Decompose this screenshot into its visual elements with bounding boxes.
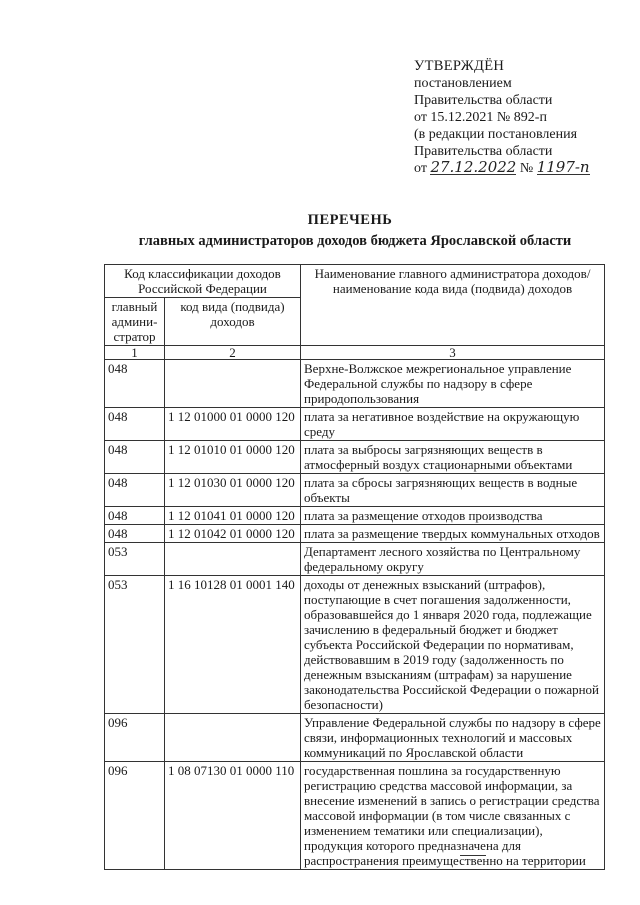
revenue-code-cell — [165, 714, 301, 762]
handwritten-number: 1197-п — [536, 158, 590, 176]
document-subtitle: главных администраторов доходов бюджета Ярославской области — [138, 233, 572, 249]
approval-line: постановлением — [414, 76, 512, 91]
number-sign: № — [519, 161, 534, 176]
table-row — [105, 474, 605, 507]
column-number-row — [105, 346, 605, 360]
revenue-code-cell: 1 12 01010 01 0000 120 — [165, 441, 301, 474]
revenue-code-cell — [165, 360, 301, 408]
admin-code-cell: 096 — [105, 714, 165, 762]
table-row — [105, 525, 605, 543]
table-row — [105, 408, 605, 441]
admin-code-cell: 048 — [105, 525, 165, 543]
header-kind: код вида (подвида) доходов — [165, 298, 301, 346]
revenue-code-cell: 1 12 01042 01 0000 120 — [165, 525, 301, 543]
revenue-name-cell: плата за размещение отходов производства — [301, 507, 605, 525]
revenue-name-cell: плата за размещение твердых коммунальных отходов — [301, 525, 605, 543]
revenue-administrators-table — [104, 264, 605, 870]
revenue-code-cell: 1 12 01000 01 0000 120 — [165, 408, 301, 441]
table-row — [105, 507, 605, 525]
header-admin: главный админи-стратор — [105, 298, 165, 346]
document-title: ПЕРЕЧЕНЬ — [307, 212, 393, 228]
table-row — [105, 762, 605, 870]
revenue-name-cell: плата за выбросы загрязняющих веществ в атмосферный воздух стационарными объектами — [301, 441, 605, 474]
revenue-code-cell: 1 08 07130 01 0000 110 — [165, 762, 301, 870]
amendment-date-line — [414, 160, 629, 177]
admin-code-cell: 048 — [105, 474, 165, 507]
table-row — [105, 360, 605, 408]
approval-heading: УТВЕРЖДЁН — [414, 58, 505, 74]
revenue-code-cell: 1 12 01041 01 0000 120 — [165, 507, 301, 525]
admin-code-cell: 053 — [105, 576, 165, 714]
column-number: 2 — [165, 346, 301, 360]
table-row — [105, 576, 605, 714]
admin-code-cell: 048 — [105, 441, 165, 474]
approval-line: Правительства области — [414, 144, 553, 159]
revenue-name-cell: доходы от денежных взысканий (штрафов), поступающие в счет погашения задолженности, образовавшейся до 1 января 2020 года, подлежащие зачислению в федеральный бюджет и бюджет субъекта Российской Федерации по нормативам, действовавшим в 2019 году (задолженность по денежным взысканиям (штрафам) за нарушение законодательства Российской Федерации о пожарной безопасности) — [301, 576, 605, 714]
revenue-name-cell: Верхне-Волжское межрегиональное управление Федеральной службы по надзору в сфере природопользования — [301, 360, 605, 408]
approval-line: (в редакции постановления — [414, 127, 578, 142]
table-row — [105, 441, 605, 474]
table-row — [105, 543, 605, 576]
header-name: Наименование главного администратора доходов/наименование кода вида (подвида) доходов — [301, 265, 605, 346]
page-footer-line — [460, 855, 486, 856]
handwritten-date: 27.12.2022 — [430, 158, 517, 176]
revenue-name-cell: Департамент лесного хозяйства по Центральному федеральному округу — [301, 543, 605, 576]
header-code-group: Код классификации доходов Российской Федерации — [105, 265, 301, 298]
admin-code-cell: 053 — [105, 543, 165, 576]
revenue-name-cell: плата за сбросы загрязняющих веществ в водные объекты — [301, 474, 605, 507]
approval-line: Правительства области — [414, 93, 553, 108]
column-number: 3 — [301, 346, 605, 360]
revenue-name-cell: государственная пошлина за государственную регистрацию средства массовой информации, за внесение изменений в запись о регистрации средства массовой информации (в том числе связанных с изменением тематики или специализации), продукция которого предназначена для распространения преимущественно на территории — [301, 762, 605, 870]
approval-block — [414, 58, 629, 177]
approval-line: от 15.12.2021 № 892-п — [414, 110, 547, 125]
column-number: 1 — [105, 346, 165, 360]
revenue-code-cell: 1 12 01030 01 0000 120 — [165, 474, 301, 507]
revenue-code-cell: 1 16 10128 01 0001 140 — [165, 576, 301, 714]
from-label: от — [414, 161, 427, 176]
header-row — [105, 265, 605, 298]
admin-code-cell: 048 — [105, 360, 165, 408]
revenue-name-cell: плата за негативное воздействие на окружающую среду — [301, 408, 605, 441]
admin-code-cell: 048 — [105, 507, 165, 525]
admin-code-cell: 048 — [105, 408, 165, 441]
revenue-name-cell: Управление Федеральной службы по надзору в сфере связи, информационных технологий и массовых коммуникаций по Ярославской области — [301, 714, 605, 762]
table-row — [105, 714, 605, 762]
admin-code-cell: 096 — [105, 762, 165, 870]
revenue-code-cell — [165, 543, 301, 576]
